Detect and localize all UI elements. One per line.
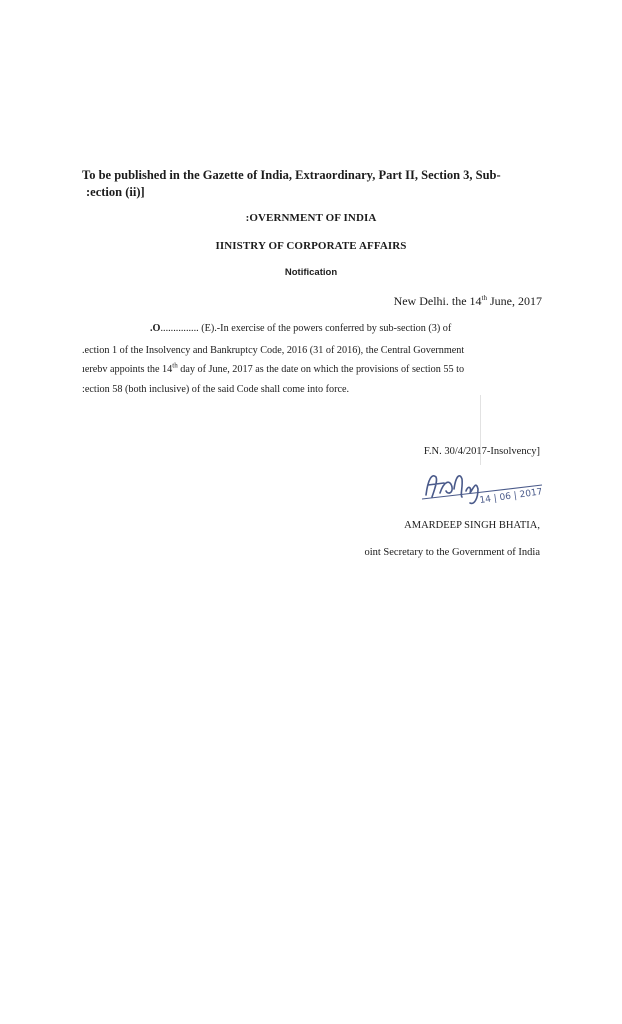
body-line-2: .ection 1 of the Insolvency and Bankruptcy Code, 2016 (31 of 2016), the Central Government bbox=[82, 345, 465, 356]
file-number: F.N. 30/4/2017-Insolvency] bbox=[423, 446, 540, 457]
body-line-3: ıerebv appoints the 14th day of June, 2017 as the date on which the provisions of section 55 to bbox=[82, 361, 465, 375]
gazette-header-line-2: :ection (ii)] bbox=[86, 185, 145, 199]
government-heading: :OVERNMENT OF INDIA bbox=[245, 212, 377, 224]
signatory-designation: oint Secretary to the Government of India bbox=[364, 547, 540, 558]
body-line-4: :ection 58 (both inclusive) of the said Code shall come into force. bbox=[82, 384, 350, 395]
ministry-heading: IINISTRY OF CORPORATE AFFAIRS bbox=[215, 240, 407, 252]
signatory-name: AMARDEEP SINGH BHATIA, bbox=[404, 520, 540, 531]
svg-text:14 | 06 | 2017: 14 | 06 | 2017 bbox=[479, 487, 544, 506]
gazette-header-line-1: To be published in the Gazette of India, Extraordinary, Part II, Section 3, Sub- bbox=[82, 168, 501, 182]
place-date-line: New Delhi. the 14th June, 2017 bbox=[393, 294, 542, 308]
handwritten-signature bbox=[418, 465, 548, 510]
signature-drawing bbox=[418, 465, 548, 510]
notification-heading: Notification bbox=[284, 267, 338, 278]
body-line-1: .O............... (E).-In exercise of the powers conferred by sub-section (3) of bbox=[150, 323, 452, 334]
